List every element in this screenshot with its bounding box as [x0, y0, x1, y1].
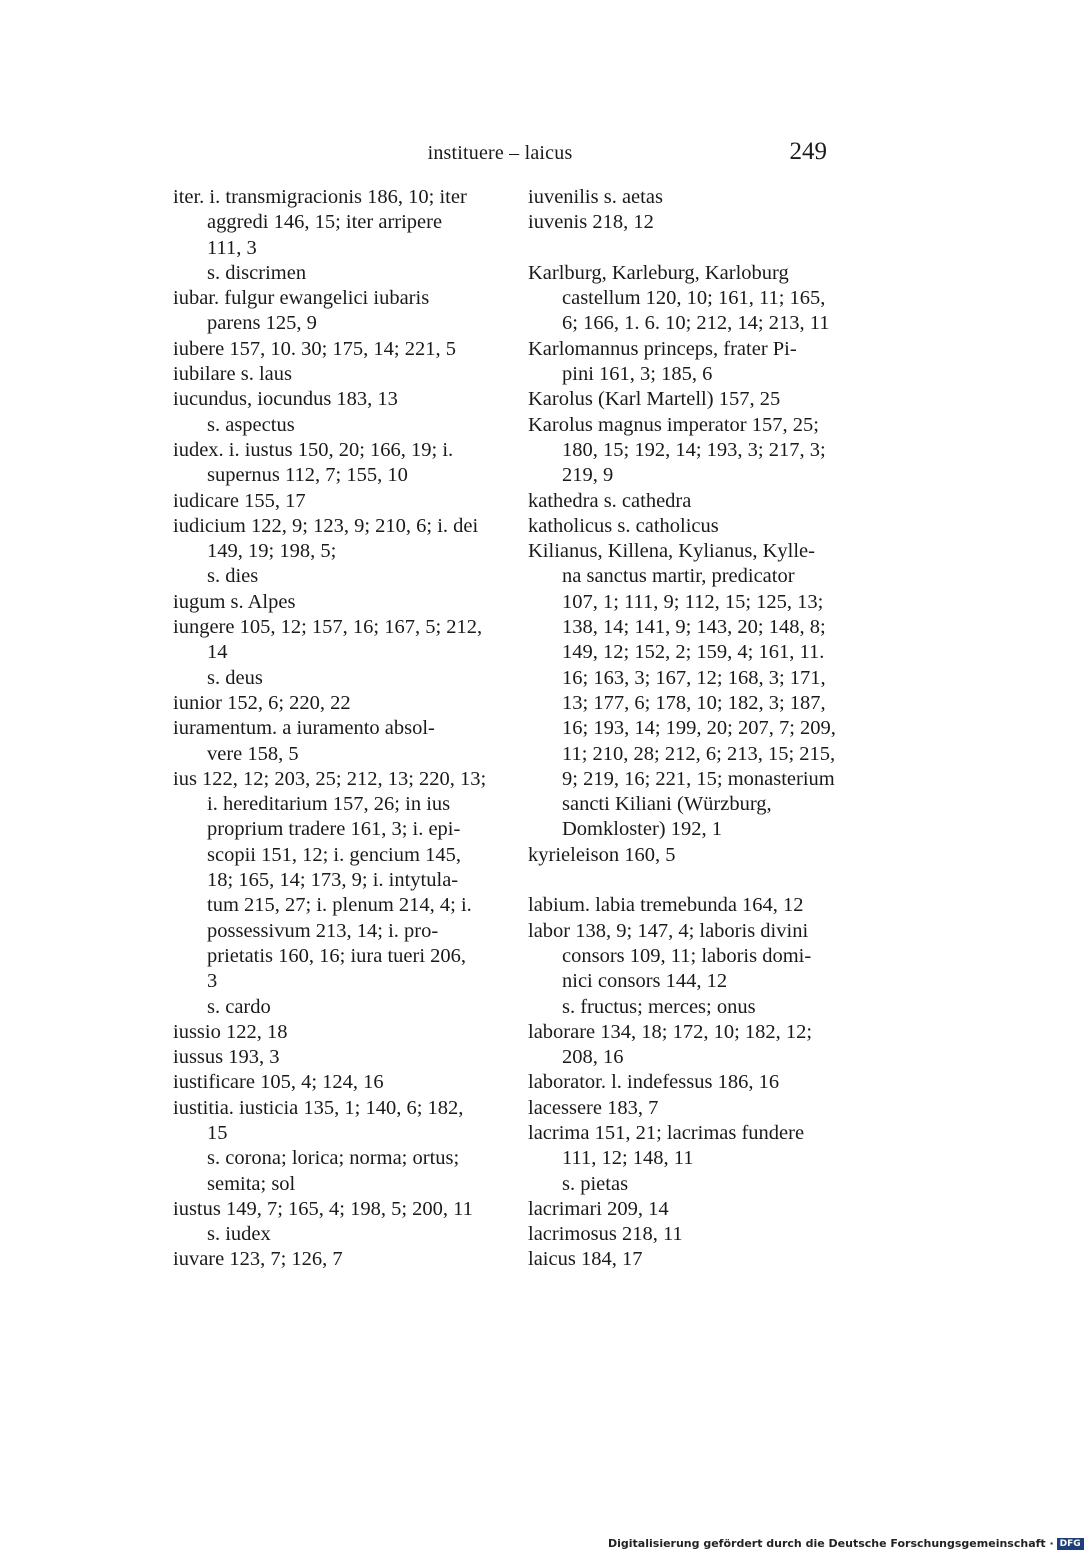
- index-continuation-line: prietatis 160, 16; iura tueri 206,: [207, 944, 467, 967]
- index-continuation-line: pini 161, 3; 185, 6: [562, 363, 713, 386]
- index-continuation-line: s. dies: [207, 565, 259, 588]
- index-entry-line: labium. labia tremebunda 164, 12: [528, 894, 804, 917]
- index-continuation-line: supernus 112, 7; 155, 10: [207, 464, 408, 487]
- index-continuation-line: possessivum 213, 14; i. pro-: [207, 919, 439, 942]
- index-continuation-line: 13; 177, 6; 178, 10; 182, 3; 187,: [562, 691, 826, 714]
- index-entry-line: lacrimari 209, 14: [528, 1197, 669, 1220]
- index-continuation-line: s. iudex: [207, 1223, 271, 1246]
- index-continuation-line: 16; 193, 14; 199, 20; 207, 7; 209,: [562, 717, 836, 740]
- index-continuation-line: semita; sol: [207, 1172, 296, 1195]
- index-continuation-line: 18; 165, 14; 173, 9; i. intytula-: [207, 869, 459, 892]
- index-continuation-line: 6; 166, 1. 6. 10; 212, 14; 213, 11: [562, 312, 830, 335]
- section-gap: [528, 868, 827, 893]
- index-continuation-line: na sanctus martir, predicator: [562, 565, 795, 588]
- index-entry-line: iussus 193, 3: [173, 1046, 280, 1069]
- index-continuation-line: proprium tradere 161, 3; i. epi-: [207, 818, 461, 841]
- index-continuation-line: 208, 16: [562, 1046, 624, 1069]
- index-entry-line: iuvenis 218, 12: [528, 211, 654, 234]
- index-entry-line: iubar. fulgur ewangelici iubaris: [173, 287, 430, 310]
- index-entry-line: iudicare 155, 17: [173, 489, 306, 512]
- index-entry-line: iucundus, iocundus 183, 13: [173, 388, 398, 411]
- index-column-left: [173, 185, 487, 1273]
- index-continuation-line: s. corona; lorica; norma; ortus;: [207, 1147, 460, 1170]
- index-entry-line: iubilare s. laus: [173, 363, 292, 386]
- index-entry-line: lacrimosus 218, 11: [528, 1223, 683, 1246]
- index-entry-line: iuvare 123, 7; 126, 7: [173, 1248, 343, 1271]
- index-entry-line: labor 138, 9; 147, 4; laboris divini: [528, 919, 809, 942]
- index-continuation-line: 111, 12; 148, 11: [562, 1147, 694, 1170]
- funding-footer: [608, 1537, 1084, 1550]
- index-entry-line: iussio 122, 18: [173, 1020, 288, 1043]
- index-entry-line: lacrima 151, 21; lacrimas fundere: [528, 1121, 805, 1144]
- index-entry-line: iudicium 122, 9; 123, 9; 210, 6; i. dei: [173, 514, 479, 537]
- index-continuation-line: 16; 163, 3; 167, 12; 168, 3; 171,: [562, 666, 826, 689]
- index-entry-line: iuvenilis s. aetas: [528, 186, 663, 208]
- index-continuation-line: 149, 12; 152, 2; 159, 4; 161, 11.: [562, 641, 825, 664]
- index-entry-line: iustificare 105, 4; 124, 16: [173, 1071, 384, 1094]
- index-continuation-line: i. hereditarium 157, 26; in ius: [207, 793, 451, 816]
- index-entry-line: lacessere 183, 7: [528, 1096, 659, 1119]
- dfg-logo: DFG: [1057, 1538, 1084, 1550]
- index-entry-line: iuramentum. a iuramento absol-: [173, 717, 435, 740]
- index-continuation-line: scopii 151, 12; i. gencium 145,: [207, 843, 461, 866]
- footer-text: Digitalisierung gefördert durch die Deutsche Forschungsgemeinschaft ·: [608, 1537, 1054, 1550]
- index-entry-line: ius 122, 12; 203, 25; 212, 13; 220, 13;: [173, 767, 487, 790]
- index-continuation-line: nici consors 144, 12: [562, 970, 728, 993]
- index-continuation-line: 9; 219, 16; 221, 15; monasterium: [562, 767, 835, 790]
- index-continuation-line: 14: [207, 641, 228, 664]
- index-continuation-line: 3: [207, 970, 218, 993]
- index-continuation-line: 107, 1; 111, 9; 112, 15; 125, 13;: [562, 590, 824, 613]
- index-continuation-line: s. discrimen: [207, 261, 307, 284]
- index-entry-line: Karolus magnus imperator 157, 25;: [528, 413, 819, 436]
- index-continuation-line: parens 125, 9: [207, 312, 317, 335]
- index-continuation-line: tum 215, 27; i. plenum 214, 4; i.: [207, 894, 472, 917]
- index-entry-line: Kilianus, Killena, Kylianus, Kylle-: [528, 540, 815, 563]
- index-continuation-line: vere 158, 5: [207, 742, 299, 765]
- index-continuation-line: s. fructus; merces; onus: [562, 995, 756, 1018]
- index-continuation-line: consors 109, 11; laboris domi-: [562, 944, 812, 967]
- index-continuation-line: 15: [207, 1121, 228, 1144]
- section-gap: [528, 236, 827, 261]
- index-continuation-line: 180, 15; 192, 14; 193, 3; 217, 3;: [562, 438, 826, 461]
- running-header: instituere – laicus: [427, 142, 573, 164]
- index-entry-line: kyrieleison 160, 5: [528, 843, 676, 866]
- index-entry-line: Karlburg, Karleburg, Karloburg: [528, 261, 789, 284]
- index-entry-line: iugum s. Alpes: [173, 590, 296, 613]
- index-continuation-line: s. deus: [207, 666, 263, 689]
- index-continuation-line: s. cardo: [207, 995, 271, 1018]
- index-continuation-line: castellum 120, 10; 161, 11; 165,: [562, 287, 826, 310]
- index-entry-line: iustus 149, 7; 165, 4; 198, 5; 200, 11: [173, 1197, 473, 1220]
- index-column-right: [528, 185, 836, 1273]
- index-continuation-line: s. aspectus: [207, 413, 295, 436]
- index-entry-line: iungere 105, 12; 157, 16; 167, 5; 212,: [173, 616, 483, 639]
- index-entry-line: katholicus s. catholicus: [528, 514, 719, 537]
- index-continuation-line: 219, 9: [562, 464, 614, 487]
- index-entry-line: Karlomannus princeps, frater Pi-: [528, 337, 797, 360]
- index-continuation-line: sancti Kiliani (Würzburg,: [562, 793, 772, 816]
- index-entry-line: kathedra s. cathedra: [528, 489, 692, 512]
- index-entry-line: iudex. i. iustus 150, 20; 166, 19; i.: [173, 438, 454, 461]
- index-entry-line: laborare 134, 18; 172, 10; 182, 12;: [528, 1020, 813, 1043]
- index-entry-line: Karolus (Karl Martell) 157, 25: [528, 388, 781, 411]
- index-continuation-line: 11; 210, 28; 212, 6; 213, 15; 215,: [562, 742, 836, 765]
- index-entry-line: iunior 152, 6; 220, 22: [173, 691, 351, 714]
- index-continuation-line: Domkloster) 192, 1: [562, 818, 722, 841]
- index-continuation-line: s. pietas: [562, 1172, 629, 1195]
- index-entry-line: iter. i. transmigracionis 186, 10; iter: [173, 186, 467, 208]
- index-entry-line: iubere 157, 10. 30; 175, 14; 221, 5: [173, 337, 456, 360]
- index-continuation-line: 149, 19; 198, 5;: [207, 540, 337, 563]
- index-entry-line: laicus 184, 17: [528, 1248, 643, 1271]
- index-continuation-line: 138, 14; 141, 9; 143, 20; 148, 8;: [562, 616, 826, 639]
- index-entry-line: laborator. l. indefessus 186, 16: [528, 1071, 780, 1094]
- index-continuation-line: aggredi 146, 15; iter arripere: [207, 211, 443, 234]
- index-continuation-line: 111, 3: [207, 236, 257, 259]
- index-entry-line: iustitia. iusticia 135, 1; 140, 6; 182,: [173, 1096, 464, 1119]
- page-number: 249: [789, 138, 827, 165]
